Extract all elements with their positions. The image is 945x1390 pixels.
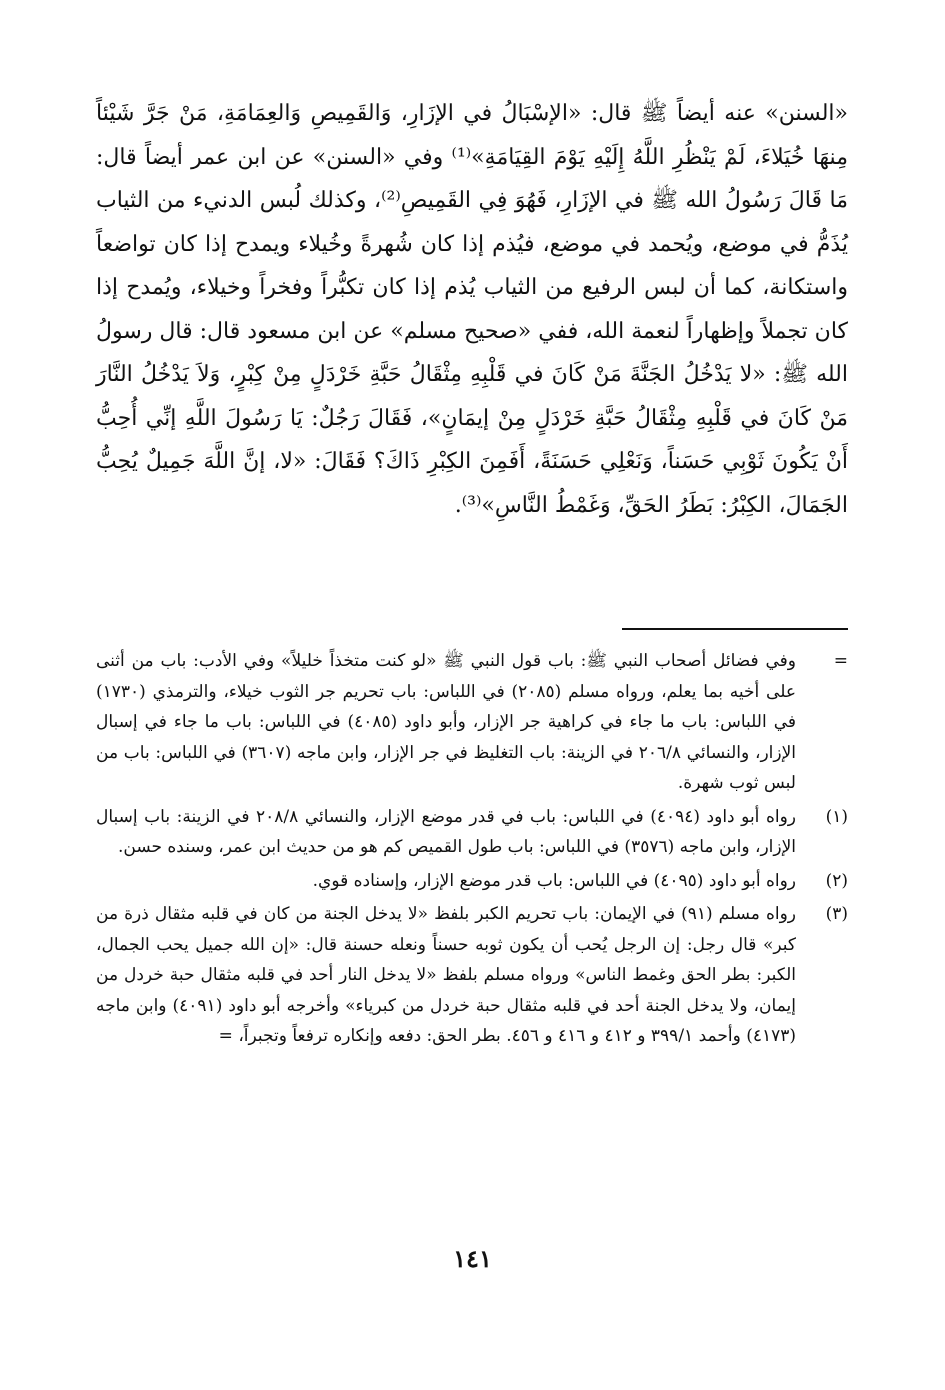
page-number: ١٤١ [453,1244,492,1273]
footnote-separator [622,628,848,630]
footnotes-section [96,646,848,1055]
footnote-continuation [96,646,848,799]
footnote-text: وفي فضائل أصحاب النبي ﷺ: باب قول النبي ﷺ «لو كنت متخذاً خليلاً» وفي الأدب: باب من أثنى على أخيه بما يعلم، ورواه مسلم (٢٠٨٥) في اللباس: باب تحريم جر الثوب خيلاء، والترمذي (١٧٣٠) في اللباس: باب ما جاء في كراهية جر الإزار، وأبو داود (٤٠٨٥) في اللباس: باب ما جاء في إسبال الإزار، والنسائي ٢٠٦/٨ في الزينة: باب التغليظ في جر الإزار، وابن ماجه (٣٦٠٧) في اللباس: باب من لبس ثوب شهرة. [96,651,797,793]
footnote-text: رواه أبو داود (٤٠٩٤) في اللباس: باب في قدر موضع الإزار، والنسائي ٢٠٨/٨ في الزينة: باب إسبال الإزار، وابن ماجه (٣٥٧٦) في اللباس: باب طول القميص كم هو من حديث ابن عمر، وسنده حسن. [96,806,796,857]
footnote-marker: (٢) [825,870,848,891]
main-paragraph: «السنن» عنه أيضاً ﷺ قال: «الإسْبَالُ في الإزَارِ، وَالقَمِيصِ وَالعِمَامَةِ، مَنْ جَرَّ شَيْئاً مِنهَا خُيَلاءَ، لَمْ يَنْظُرِ اللَّهُ إِلَيْهِ يَوْمَ القِيَامَةِ»⁽¹⁾ وفي «السنن» عن ابن عمر أيضاً قال: مَا قَالَ رَسُولُ الله ﷺ في الإزَارِ، فَهُوَ فِي القَمِيصِ⁽²⁾، وكذلك لُبس الدنيء من الثياب يُذَمُّ في موضع، ويُحمد في موضع، فيُذم إذا كان شُهرةً وخُيلاء ويمدح إذا كان تواضعاً واستكانة، كما أن لبس الرفيع من الثياب يُذم إذا كان تكبُّراً وفخراً وخيلاء، ويُمدح إذا كان تجملاً وإظهاراً لنعمة الله، ففي «صحيح مسلم» عن ابن مسعود قال: قال رسولُ الله ﷺ: «لا يَدْخُلُ الجَنَّةَ مَنْ كَانَ في قَلْبِهِ مِثْقَالُ حَبَّةِ خَرْدَلٍ مِنْ كِبْرٍ، وَلاَ يَدْخُلُ النَّارَ مَنْ كَانَ في قَلْبِهِ مِثْقَالُ حَبَّةِ خَرْدَلٍ مِنْ إيمَانٍ»، فَقَالَ رَجُلٌ: يَا رَسُولَ اللَّهِ إنِّي أُحِبُّ أَنْ يَكُونَ ثَوْبِي حَسَناً، وَنَعْلِي حَسَنَةً، أَفَمِنَ الكِبْرِ ذَاكَ؟ فَقَالَ: «لا، إنَّ اللَّهَ جَمِيلٌ يُحِبُّ الجَمَالَ، الكِبْرُ: بَطَرُ الحَقِّ، وَغَمْطُ النَّاسِ»⁽³⁾. [96,101,848,518]
footnote-text: رواه أبو داود (٤٠٩٥) في اللباس: باب قدر موضع الإزار، وإسناده قوي. [312,870,796,891]
footnote-1 [96,802,848,863]
footnote-text: رواه مسلم (٩١) في الإيمان: باب تحريم الكبر بلفظ «لا يدخل الجنة من كان في قلبه مثقال ذرة من كبر» قال رجل: إن الرجل يُحب أن يكون ثوبه حسناً ونعله حسنة قال: «إن الله جميل يحب الجمال، الكبر: بطر الحق وغمط الناس» ورواه مسلم بلفظ «لا يدخل النار أحد في قلبه مثقال حبة خردل من إيمان، ولا يدخل الجنة أحد في قلبه مثقال حبة خردل من كبرياء» وأخرجه أبو داود (٤٠٩١) وابن ماجه (٤١٧٣) وأحمد ٣٩٩/١ و ٤١٢ و ٤١٦ و ٤٥٦. بطر الحق: دفعه وإنكاره ترفعاً وتجبراً، = [96,904,797,1046]
footnote-marker: (١) [825,806,848,827]
footnote-marker: (٣) [825,904,848,924]
footnote-3 [96,899,848,1052]
footnote-marker: = [833,651,848,671]
footnote-2 [96,866,848,897]
main-text-block [96,92,848,527]
